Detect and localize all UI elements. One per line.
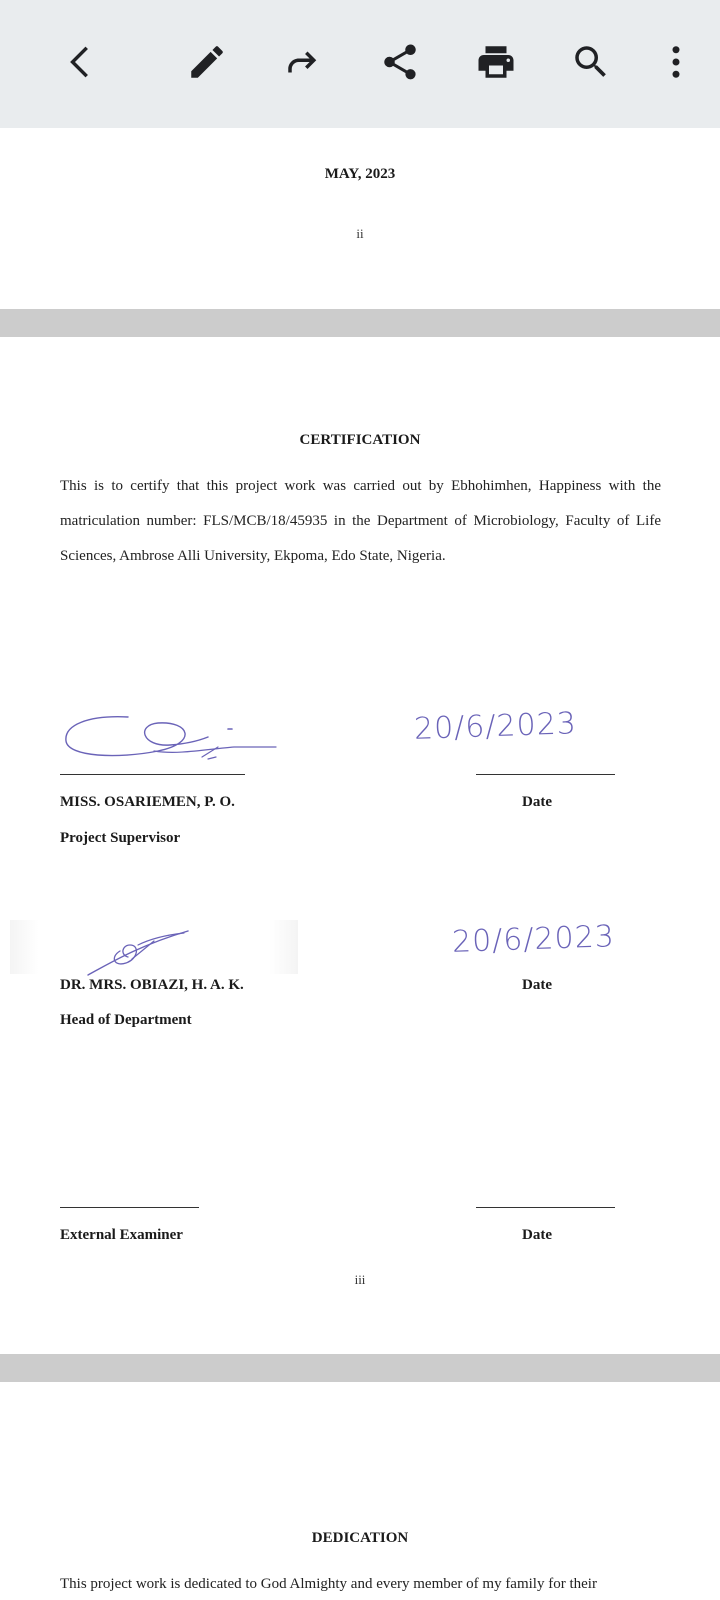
dedication-heading: DEDICATION — [311, 1530, 409, 1546]
supervisor-signed-date: 20/6/2023 — [413, 706, 578, 747]
hod-role: Head of Department — [60, 1012, 192, 1028]
supervisor-role: Project Supervisor — [60, 830, 181, 846]
page-iii — [0, 337, 720, 1354]
hod-name: DR. MRS. OBIAZI, H. A. K. — [60, 977, 244, 993]
page-separator — [0, 309, 720, 337]
page-number: iii — [354, 1272, 366, 1287]
page-date-line: MAY, 2023 — [324, 166, 396, 182]
page-ii — [0, 128, 720, 309]
hod-date-label: Date — [522, 977, 552, 993]
share-icon[interactable] — [372, 34, 428, 90]
pencil-icon[interactable] — [179, 34, 235, 90]
page-separator — [0, 1354, 720, 1382]
page-iv — [0, 1382, 720, 1600]
supervisor-date-label: Date — [522, 794, 552, 810]
supervisor-signature — [58, 707, 288, 777]
dedication-body: This project work is dedicated to God Almighty and every member of my family for their — [60, 1576, 597, 1592]
hod-date-signature — [451, 919, 652, 962]
certification-body: This is to certify that this project work was carried out by Ebhohimhen, Happiness with the matriculation number: FLS/MCB/18/45935 in the Department of Microbiology, Faculty of Life Sciences, Ambrose Alli University, Ekpoma, Edo State, Nigeria. — [60, 478, 661, 564]
supervisor-date-signature — [413, 706, 614, 749]
pdf-viewer-toolbar — [0, 0, 720, 128]
supervisor-date-line — [476, 774, 615, 775]
more-icon[interactable] — [648, 34, 704, 90]
back-icon[interactable] — [54, 34, 110, 90]
hod-signed-date: 20/6/2023 — [451, 919, 616, 960]
print-icon[interactable] — [468, 34, 524, 90]
certification-heading: CERTIFICATION — [299, 432, 421, 448]
forward-icon[interactable] — [276, 34, 332, 90]
page-number: ii — [356, 226, 364, 241]
supervisor-name: MISS. OSARIEMEN, P. O. — [60, 794, 235, 810]
examiner-role: External Examiner — [60, 1227, 183, 1243]
examiner-date-line — [476, 1207, 615, 1208]
search-icon[interactable] — [563, 34, 619, 90]
examiner-date-label: Date — [522, 1227, 552, 1243]
examiner-signature-line — [60, 1207, 199, 1208]
supervisor-signature-line — [60, 774, 245, 775]
hod-signature — [80, 915, 200, 979]
